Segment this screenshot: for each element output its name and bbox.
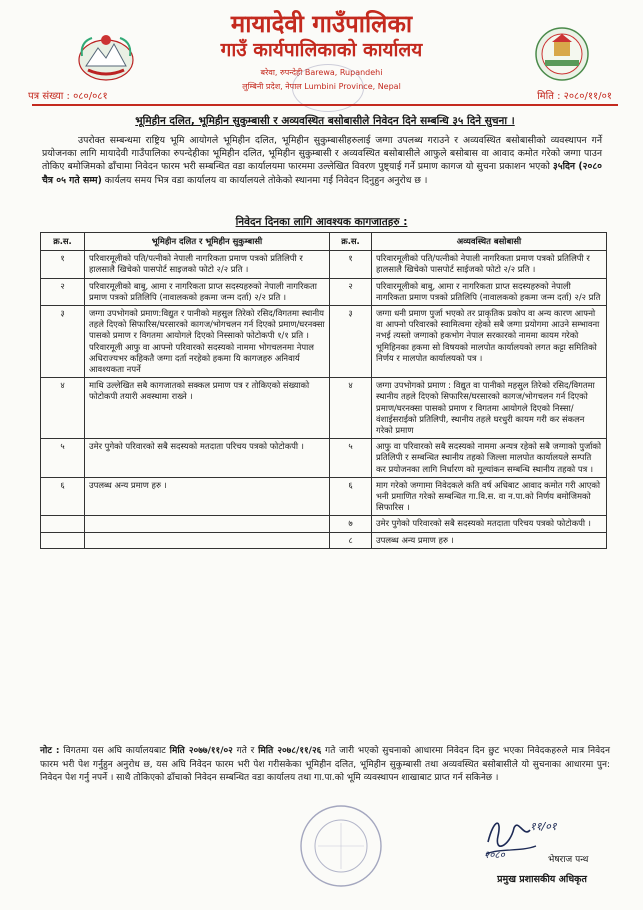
note-text-1: विगतमा यस अघि कार्यालयबाट: [63, 746, 166, 756]
header-landless: भूमिहीन दलित र भूमिहीन सुकुम्बासी: [85, 233, 330, 251]
unmanaged-requirement: जग्गा उपभोगको प्रमाण : विद्युत वा पानीको महसुल तिरेको रसिद/विगतमा स्थानीय तहले दिएको सिफारिस/घरसारको कागज/भोगचलन गर्न दिएको प्रमाण/घरनक्सा पासको प्रमाण र विगतमा आयोगले दिएको निस्सा/वंशाईसराईको प्रतिलिपी, स्थानीय तहले घरधुरी कायम गरी कर संकलन गरेको प्रमाण: [372, 378, 607, 439]
documents-table-title: निवेदन दिनका लागि आवश्यक कागजातहरु :: [235, 216, 408, 228]
body-text-2: कार्यलय समय भित्र वडा कार्यालय वा कार्यालयले तोकेको स्थानमा गई निवेदन दिनुहुन अनुरोध छ ।: [104, 174, 428, 186]
municipality-logo-icon: [533, 26, 591, 82]
note-text-3: गते जारी भएको सुचनाको आधारमा निवेदन दिन छुट भएका निवेदकहरुले मात्र निवेदन फारम भरी पेश गर्नुहुन अनुरोध छ, यस अघि निवेदन फारम भरी पेश गरीसकेका भूमिहीन दलित, भूमिहीन सुकुम्बासी तथा अव्यवस्थित बसोबासीले यो सुचनाका आधारमा पुन: निवेदन पेश गर्नु नपर्ने । साथै तोकिएको ढाँचाको निवेदन सम्बन्धित वडा कार्यालय तथा गा.पा.को भूमि व्यवस्थापन शाखाबाट प्राप्त गर्न सकिनेछ ।: [40, 746, 610, 783]
municipality-title: मायादेवी गाउँपालिका: [230, 10, 413, 38]
letter-date: मिति : २०८०/११/०१: [537, 91, 612, 102]
table-row: [41, 251, 607, 278]
row-number: ३: [41, 306, 85, 378]
note-date-1: मिति २०७७/११/०२: [169, 746, 233, 756]
header-unmanaged: अव्यवस्थित बसोबासी: [372, 233, 607, 251]
office-subtitle: गाउँ कार्यपालिकाको कार्यालय: [220, 39, 423, 61]
note-label: नोट :: [40, 746, 60, 756]
landless-requirement: परिवारमूलीको बाबु, आमा र नागरिकता प्राप्त सदस्यहरुको नेपाली नागरिकता प्रमाण पत्रको प्रतिलिपि (नावालकको हकमा जन्म दर्ता) २/२ प्रति ।: [85, 278, 330, 305]
note-date-2: मिति २०७८/११/२६: [258, 746, 322, 756]
table-row: [41, 477, 607, 516]
landless-requirement: जग्गा उपभोगको प्रमाण:विद्युत र पानीको महसुल तिरेको रसिद/विगतमा स्थानीय तहले दिएको सिफारिस/घरसारको कागज/भोगचलन गर्न दिएको प्रमाण/घरनक्सा पासको प्रमाण र विगतमा आयोगले दिएको निस्साको फोटोकपी १/१ प्रति ।परिवारमूली आफु वा आफ्नो परिवारको सदस्यको नाममा भोगचलनमा नेपाल अधिराज्यभर कहिकतै जग्गा दर्ता नरहेको हकमा यि कागजहरु अनिवार्य आवश्यकता नपर्ने: [85, 306, 330, 378]
row-number: २: [330, 278, 372, 305]
row-number: ५: [330, 439, 372, 478]
notice-body: [42, 134, 602, 187]
row-number: १: [330, 251, 372, 278]
notice-subject: भूमिहीन दलित, भूमिहीन सुकुम्बासी र अव्यवस्थित बसोबासीले निवेदन दिने सम्बन्धि ३५ दिने सुचना ।: [135, 115, 515, 127]
svg-text:२०८०: २०८०: [484, 850, 505, 860]
unmanaged-requirement: उपलब्ध अन्य प्रमाण हरु ।: [372, 532, 607, 548]
landless-requirement: [85, 532, 330, 548]
address-line: बरेवा, रुपन्देही Barewa, Rupandehi: [260, 68, 383, 77]
row-number: ५: [41, 439, 85, 478]
note-text-2: गते र: [236, 746, 255, 756]
documents-table: [40, 232, 607, 549]
header-sn-2: क्र.स.: [330, 233, 372, 251]
row-number: ६: [41, 477, 85, 516]
table-row: [41, 306, 607, 378]
unmanaged-requirement: आफु वा परिवारको सबै सदस्यको नाममा अन्यत्र रहेको सबै जग्गाको पुर्जाको प्रतिलिपी र सम्बन्धित स्थानीय तहको जिल्ला मालपोत कार्यालयले सम्पति कर प्रयोजनका लागि निर्धारण को मूल्यांकन सम्बन्धि स्थानीय तहको पत्र ।: [372, 439, 607, 478]
landless-requirement: [85, 516, 330, 532]
header-sn-1: क्र.स.: [41, 233, 85, 251]
table-row: [41, 278, 607, 305]
unmanaged-requirement: परिवारमूलीको बाबु, आमा र नागरिकता प्राप्त सदस्यहरुको नेपाली नागरिकता प्रमाण पत्रको प्रतिलिपि (नावालकको हकमा जन्म दर्ता) २/२ प्रति: [372, 278, 607, 305]
unmanaged-requirement: माग गरेको जग्गामा निवेदकले कति वर्ष अधिबाट आवाद कमोत गरी आएको भनी प्रमाणित गरेको सम्बन्धित गा.वि.स. वा न.पा.को निर्णय बमोजिमको सिफारिस ।: [372, 477, 607, 516]
table-row: [41, 439, 607, 478]
table-row: [41, 378, 607, 439]
deadline-text: ३५दिन (२०८० चैत्र ०५ गते सम्म): [42, 161, 602, 186]
row-number: २: [41, 278, 85, 305]
ref-number: पत्र संख्या : ०८०/०८१: [28, 91, 108, 102]
official-round-stamp-icon: [298, 803, 384, 889]
landless-requirement: परिवारमूलीको पति/पत्नीको नेपाली नागरिकता प्रमाण पत्रको प्रतिलिपी र हालसालै खिचेको पासपोर्ट साइजको फोटो २/२ प्रति ।: [85, 251, 330, 278]
note-paragraph: [40, 745, 610, 786]
row-number: ४: [41, 378, 85, 439]
unmanaged-requirement: जग्गा धनी प्रमाण पुर्जा भएको तर प्राकृतिक प्रकोप वा अन्य कारण आफ्नो वा आफ्नो परिवारको स्वामित्वमा रहेको सबै जग्गा प्रयोगमा आउने सम्भावना नभई त्यस्तो जग्गाको हकभोग नेपाल सरकारको नाममा कायम गरेको भूमिहिनका हकमा सो विषयको मालपोत कार्यालयको लगत कट्टा समितिको निर्णय र मालपोत कार्यालयको पत्र ।: [372, 306, 607, 378]
landless-requirement: माथि उल्लेखित सबै कागजातको सक्कल प्रमाण पत्र र तोकिएको संख्याको फोटोकपी तयारी अवस्थामा राख्ने ।: [85, 378, 330, 439]
landless-requirement: उपलब्ध अन्य प्रमाण हरु ।: [85, 477, 330, 516]
unmanaged-requirement: परिवारमूलीको पति/पत्नीको नेपाली नागरिकता प्रमाण पत्रको प्रतिलिपी र हालसालै खिचेको पासपोर्ट साईजको फोटो २/२ प्रति ।: [372, 251, 607, 278]
landless-requirement: उमेर पुगेको परिवारको सबै सदस्यको मतदाता परिचय पत्रको फोटोकपी ।: [85, 439, 330, 478]
row-number: ६: [330, 477, 372, 516]
signatory-title: प्रमुख प्रशासकीय अधिकृत: [497, 874, 587, 885]
table-header-row: [41, 233, 607, 251]
signatory-name: भेषराज पन्थ: [548, 855, 589, 865]
svg-text:११/०१: ११/०१: [530, 820, 557, 833]
row-number: [41, 516, 85, 532]
table-row: [41, 516, 607, 532]
unmanaged-requirement: उमेर पुगेको परिवारको सबै सदस्यको मतदाता परिचय पत्रको फोटोकपी ।: [372, 516, 607, 532]
row-number: ४: [330, 378, 372, 439]
reference-row: [28, 88, 612, 102]
province-line: लुम्बिनी प्रदेश, नेपाल Lumbini Province, Nepal: [242, 82, 401, 91]
row-number: ७: [330, 516, 372, 532]
letterhead: [0, 0, 643, 110]
row-number: [41, 532, 85, 548]
body-text-1: उपरोक्त सम्बन्धमा राष्ट्रिय भूमि आयोगले भूमिहीन दलित, भूमिहीन सुकुम्बासीहरुलाई जग्गा उपलब्ध गराउने र अव्यवस्थित बसोबासीको व्यवस्थापन गर्ने प्रयोजनका लागि मायादेवी गाउँपालिका रुपन्देहीका भूमिहीन दलित, भूमिहीन सुकुम्बासी र अव्यवस्थित बसोबासीले आफुले बसोबास वा आवाद कमोत गरेको जग्गा पाउन तोकिए बमोजिमको ढाँचामा निवेदन फारम भरी सम्बन्धित वडा कार्यालयमा फारममा उल्लेखित विवरण पुष्ट्याई गर्ने प्रमाण कागज यो सुचना प्रकाशन भएको: [42, 135, 602, 173]
row-number: ३: [330, 306, 372, 378]
header-divider: [32, 104, 618, 106]
row-number: ८: [330, 532, 372, 548]
row-number: १: [41, 251, 85, 278]
table-row: [41, 532, 607, 548]
